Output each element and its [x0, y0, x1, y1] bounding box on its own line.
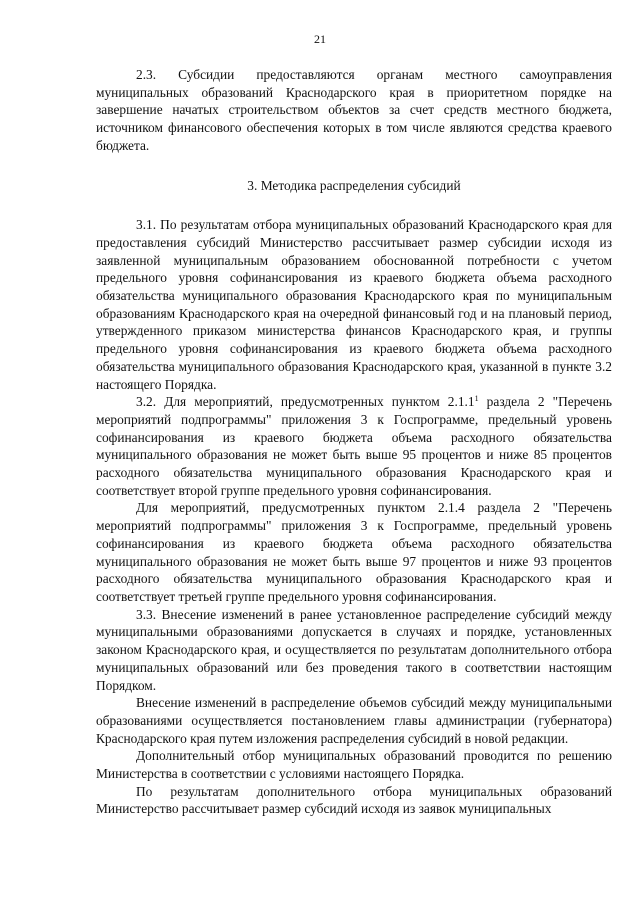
paragraph-3-3-third: Дополнительный отбор муниципальных образований проводится по решению Министерства в соответствии с условиями настоящего Порядка.	[96, 748, 612, 782]
section-heading: 3. Методика распределения субсидий	[247, 177, 461, 193]
document-body	[96, 66, 612, 818]
paragraph-3-3-fourth: По результатам дополнительного отбора муниципальных образований Министерство рассчитывает размер субсидий исходя из заявок муниципальных	[96, 783, 612, 817]
paragraph-3-2-text-end: раздела 2 "Перечень мероприятий подпрограммы" приложения 3 к Госпрограмме, предельный уровень софинансирования из краевого бюджета объема расходного обязательства муниципального образования не может быть выше 95 процентов и ниже 85 процентов расходного обязательства муниципального образования Краснодарского края и соответствует второй группе предельного уровня софинансирования.	[96, 394, 612, 498]
paragraph-3-2-second: Для мероприятий, предусмотренных пунктом 2.1.4 раздела 2 "Перечень мероприятий подпрограммы" приложения 3 к Госпрограмме, предельный уровень софинансирования из краевого бюджета объема расходного обязательства муниципального образования не может быть выше 97 процентов и ниже 93 процентов расходного обязательства муниципального образования Краснодарского края и соответствует третьей группе предельного уровня софинансирования.	[96, 500, 612, 604]
page-number: 21	[314, 32, 326, 46]
footnote-marker: 1	[474, 394, 479, 404]
paragraph-3-3-second: Внесение изменений в распределение объемов субсидий между муниципальными образованиями осуществляется постановлением главы администрации (губернатора) Краснодарского края путем изложения распределения субсидий в новой редакции.	[96, 695, 612, 746]
paragraph-2-3: 2.3. Субсидии предоставляются органам местного самоуправления муниципальных образований Краснодарского края в приоритетном порядке на завершение начатых строительством объектов за счет средств местного бюджета, источником финансового обеспечения которых в том числе являются средства краевого бюджета.	[96, 67, 612, 153]
paragraph-3-3: 3.3. Внесение изменений в ранее установленное распределение субсидий между муниципальными образованиями допускается в случаях и порядке, установленных законом Краснодарского края, и осуществляется по результатам дополнительного отбора муниципальных образований или без проведения такого в соответствии настоящим Порядком.	[96, 606, 612, 693]
paragraph-3-1: 3.1. По результатам отбора муниципальных образований Краснодарского края для предоставления субсидий Министерство рассчитывает размер субсидии исходя из заявленной муниципальным образованием обоснованной потребности с учетом предельного уровня софинансирования из краевого бюджета объема расходного обязательства муниципального образования Краснодарского края по муниципальным образованиям Краснодарского края на очередной финансовый год и на плановый период, утвержденного приказом министерства финансов Краснодарского края, и группы предельного уровня софинансирования из краевого бюджета объема расходного обязательства муниципального образования Краснодарского края, указанной в пункте 3.2 настоящего Порядка.	[96, 217, 612, 392]
paragraph-3-2	[96, 393, 612, 499]
paragraph-3-2-text-start: 3.2. Для мероприятий, предусмотренных пунктом 2.1.1	[136, 394, 475, 410]
